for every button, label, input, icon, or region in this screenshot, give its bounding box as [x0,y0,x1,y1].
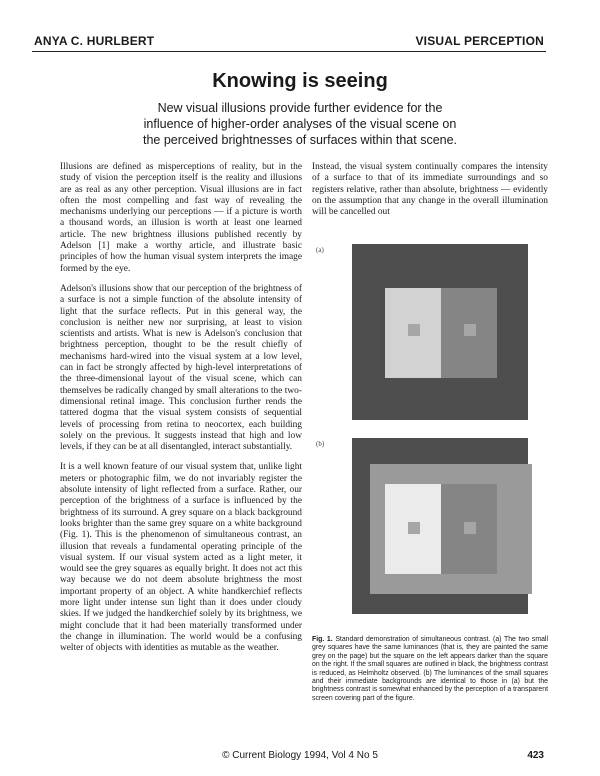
panel-b-label: (b) [316,440,325,448]
footer-journal: © Current Biology 1994, Vol 4 No 5 [222,750,378,761]
panel-a-label: (a) [316,246,324,254]
panel-a-small-square-right [464,324,476,336]
right-column [312,162,548,227]
running-head-author: ANYA C. HURLBERT [34,34,155,48]
panel-a-small-square-left [408,324,420,336]
article-title: Knowing is seeing [212,70,388,92]
caption-text: Standard demonstration of simultaneous contrast. (a) The two small grey squares have the same luminances (that is, they are painted the same grey on the page) but the square on the left appears darker than the square on the right. If the small squares are outlined in black, the brightness contrast is reduced, as Helmholtz observed. (b) The luminances of the small squares and their immediate backgrounds are identical to those in (a) but the brightness contrast is somewhat enhanced by the perception of a transparent screen covering part of the figure. [312,636,548,702]
header-rule [32,51,546,52]
figure-caption [312,636,548,703]
running-head-section: VISUAL PERCEPTION [415,34,544,48]
caption-label: Fig. 1. [312,636,333,643]
page-number: 423 [527,750,544,761]
left-column [60,162,302,663]
paragraph-3: It is a well known feature of our visual system that, unlike light meters or photographic film, we do not invariably register the absolute intensity of light reflected from a surface. Rather, our perception of the brightness of a surface is influenced by the brightness of its surround. A grey square on a black background looks brighter than the same grey square on a white background (Fig. 1). This is the phenomenon of simultaneous contrast, an illusion that reveals a fundamental operating principle of the visual system. If our visual system acted as a light meter, it would see the grey squares as equally bright. It does not act this way because we do not deem absolute brightness the most important property of an object. A white handkerchief reflects more light under intense sun light than it does under cloudy skies. If we judged the handkerchief solely by its brightness, we might conclude that it had been materially transformed under the change in illumination. The world would be a confusing welter of objects with identities as mutable as the weather. [60,462,302,654]
paragraph-2: Adelson's illusions show that our perception of the brightness of a surface is not a simple function of the absolute intensity of light that the surface reflects. Put in this general way, the conclusion is neither new nor surprising, at least to vision scientists and artists. What is new is Adelson's conclusion that brightness perception, thought to be the result chiefly of mechanisms hard-wired into the visual system at a low level, can in fact be strongly affected by high-level interpretations of the three-dimensional layout of the visual scene, which can themselves be radically changed by small alterations to the two-dimensional retinal image. This conclusion further rends the tattered dogma that the visual system consists of sequential levels of processing from retina to neocortex, each building solely on the previous. It suggests instead that high and low levels, if they can be at all disentangled, interact substantially. [60,283,302,453]
article-subtitle: New visual illusions provide further evidence for the influence of higher-order analyses of the visual scene on the perceived brightnesses of surfaces within that scene. [142,101,458,147]
figure-1 [312,232,548,624]
panel-b-small-square-right [464,522,476,534]
paragraph-4: Instead, the visual system continually compares the intensity of a surface to that of its immediate surroundings and so registers relative, rather than absolute, brightness — evidently on the assumption that any change in the overall illumination will be cancelled out [312,162,548,218]
panel-b-small-square-left [408,522,420,534]
paragraph-1: Illusions are defined as misperceptions of reality, but in the study of vision the perception itself is the reality and illusions are as real as any other perception. Visual illusions are in fact often the most compelling and fast way of revealing the mechanisms underlying our perceptions — if a picture is worth a thousand words, an illusion is worth at least one learned article. The new brightness illusions published recently by Adelson [1] make a worthy article, and illustrate basic principles of how the human visual system interprets the image formed by the eye. [60,162,302,274]
